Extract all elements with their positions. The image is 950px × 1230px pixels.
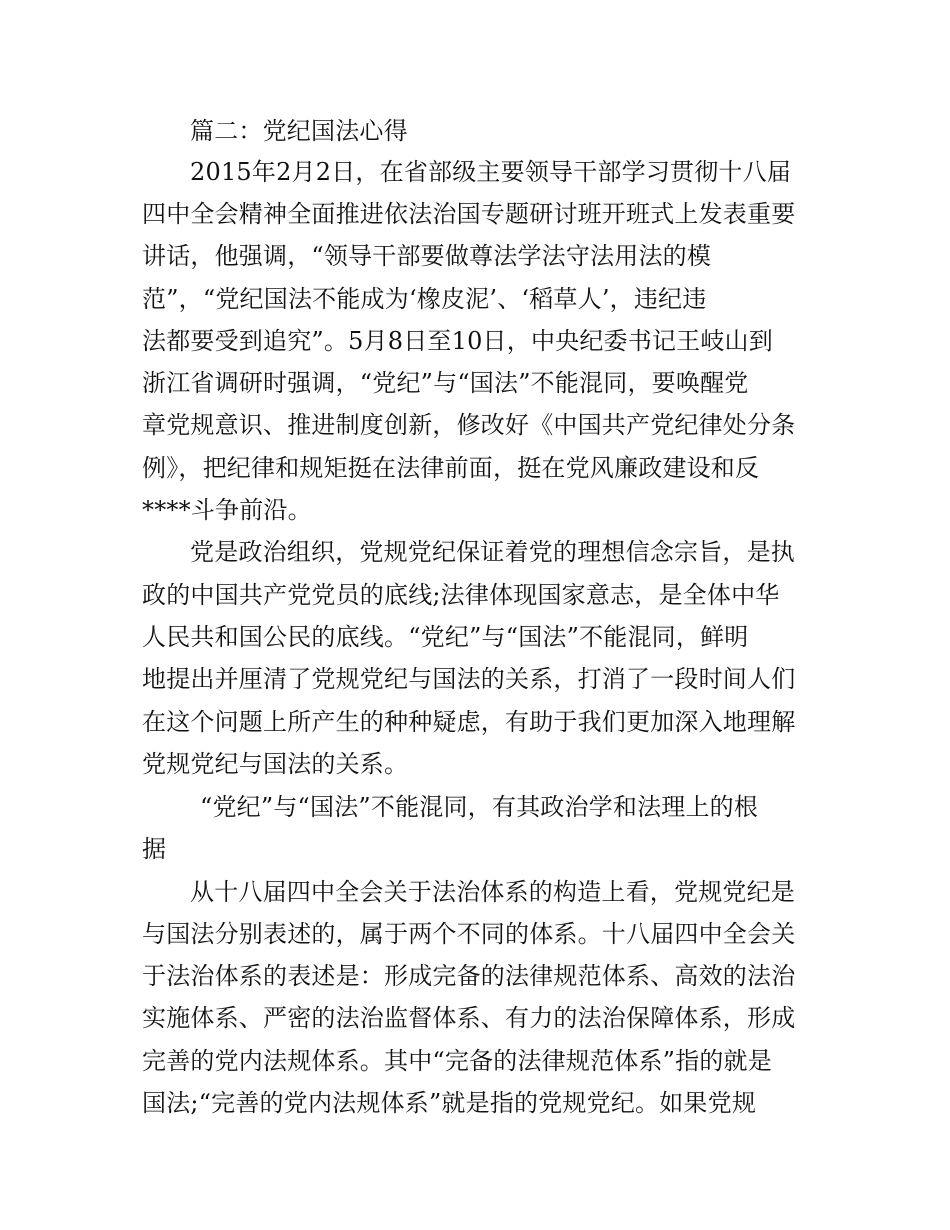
paragraph-3-line-1: 从十八届四中全会关于法治体系的构造上看，党规党纪是 — [190, 878, 795, 906]
paragraph-2-line-4: 地提出并厘清了党规党纪与国法的关系，打消了一段时间人们 — [142, 665, 796, 693]
paragraph-1-line-7: 章党规意识、推进制度创新，修改好《中国共产党纪律处分条 — [142, 411, 796, 439]
subheading-line-1: “党纪”与“国法”不能混同，有其政治学和法理上的根 — [200, 793, 759, 821]
paragraph-1-line-3: 讲话，他强调，“领导干部要做尊法学法守法用法的模 — [142, 242, 712, 270]
paragraph-3-line-6: 国法;“完善的党内法规体系”就是指的党规党纪。如果党规 — [142, 1089, 757, 1117]
paragraph-2-line-1: 党是政治组织，党规党纪保证着党的理想信念宗旨，是执 — [190, 538, 795, 566]
subheading-line-2: 据 — [142, 835, 167, 863]
paragraph-3-line-4: 实施体系、严密的法治监督体系、有力的法治保障体系，形成 — [142, 1004, 796, 1032]
paragraph-2-line-6: 党规党纪与国法的关系。 — [142, 750, 409, 778]
paragraph-1-line-9: ****斗争前沿。 — [142, 496, 312, 524]
paragraph-2-line-2: 政的中国共产党党员的底线;法律体现国家意志，是全体中华 — [142, 581, 780, 609]
paragraph-1-line-4: 范”，“党纪国法不能成为‘橡皮泥’、‘稻草人’，违纪违 — [142, 285, 707, 313]
paragraph-1-line-6: 浙江省调研时强调，“党纪”与“国法”不能混同，要唤醒党 — [142, 369, 749, 397]
paragraph-3-line-3: 于法治体系的表述是：形成完备的法律规范体系、高效的法治 — [142, 962, 796, 990]
paragraph-2-line-3: 人民共和国公民的底线。“党纪”与“国法”不能混同，鲜明 — [142, 623, 749, 651]
paragraph-1-line-2: 四中全会精神全面推进依法治国专题研讨班开班式上发表重要 — [142, 200, 796, 228]
paragraph-3-line-5: 完善的党内法规体系。其中“完备的法律规范体系”指的就是 — [142, 1047, 772, 1075]
section-title: 篇二：党纪国法心得 — [190, 117, 408, 145]
paragraph-3-line-2: 与国法分别表述的，属于两个不同的体系。十八届四中全会关 — [142, 920, 796, 948]
paragraph-2-line-5: 在这个问题上所产生的种种疑虑，有助于我们更加深入地理解 — [142, 708, 796, 736]
paragraph-1-line-5: 法都要受到追究”。5月8日至10日，中央纪委书记王岐山到 — [142, 327, 773, 355]
paragraph-1-line-8: 例》，把纪律和规矩挺在法律前面，挺在党风廉政建设和反 — [142, 454, 760, 482]
paragraph-1-line-1: 2015年2月2日，在省部级主要领导干部学习贯彻十八届 — [190, 158, 792, 186]
